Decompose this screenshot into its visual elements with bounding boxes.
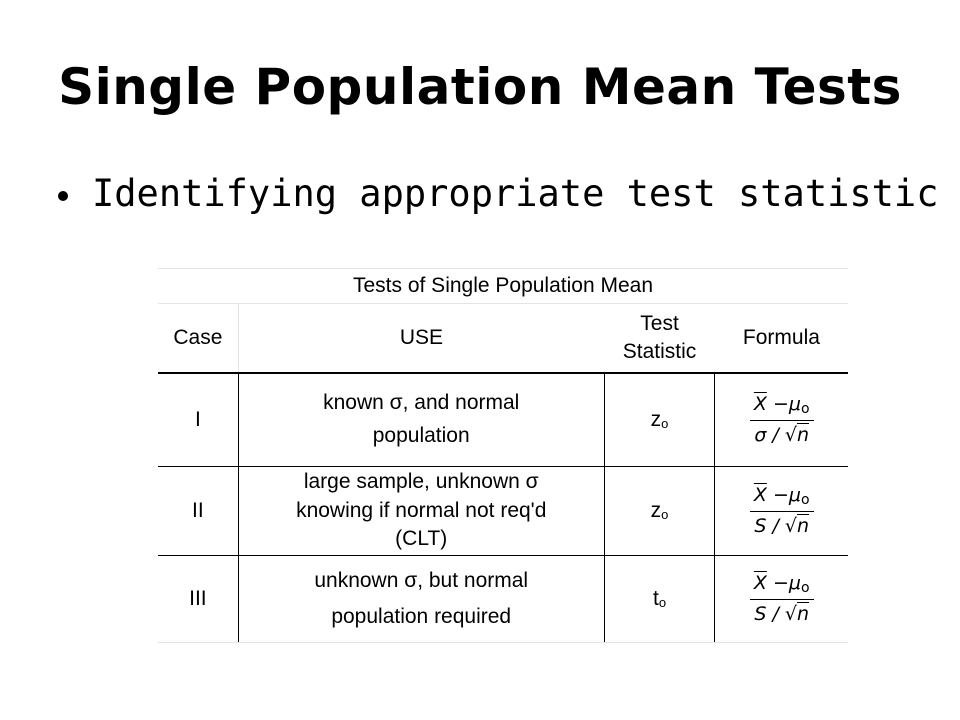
use-line: population required: [331, 605, 512, 628]
header-use: USE: [238, 304, 604, 374]
formula: [750, 393, 814, 446]
formula-cell: [715, 467, 848, 556]
xbar-symbol: $\overline{X}$: [753, 572, 767, 594]
table-row: [158, 556, 848, 643]
table-row: [158, 373, 848, 467]
mu-subscript: o: [800, 401, 810, 417]
statistic-symbol: z: [650, 499, 662, 522]
table-title-row: [158, 269, 848, 304]
table-header-row: [158, 304, 848, 374]
minus-mu: −μ: [772, 393, 801, 415]
formula-numerator: [750, 393, 814, 421]
den-n: n: [796, 424, 810, 446]
xbar-symbol: $\overline{X}$: [753, 393, 767, 415]
statistic-subscript: o: [661, 507, 669, 522]
use-line: (CLT): [395, 527, 448, 551]
use-cell: [238, 467, 604, 556]
statistic-symbol: z: [650, 408, 662, 431]
use-cell: [238, 373, 604, 467]
header-stat-line1: Test: [640, 311, 679, 335]
use-line: population: [372, 424, 470, 447]
tests-table: [158, 268, 848, 643]
formula-cell: [715, 556, 848, 643]
bullet-dot-icon: [58, 191, 68, 201]
use-cell: [238, 556, 604, 643]
formula-numerator: [750, 484, 814, 512]
statistic-cell: [604, 373, 715, 467]
statistic-cell: [604, 556, 715, 643]
formula: [750, 484, 814, 537]
minus-mu: −μ: [772, 484, 801, 506]
header-test-statistic: [604, 304, 715, 374]
header-case: Case: [158, 304, 238, 374]
case-cell: III: [158, 556, 238, 643]
table-row: [158, 467, 848, 556]
statistic-cell: [604, 467, 715, 556]
bullet-text: Identifying appropriate test statistic: [92, 172, 939, 215]
xbar-symbol: $\overline{X}$: [753, 484, 767, 506]
case-cell: I: [158, 373, 238, 467]
formula: [750, 572, 814, 625]
use-line: knowing if normal not req'd: [296, 498, 547, 522]
table-title: Tests of Single Population Mean: [158, 269, 848, 304]
use-line: known σ, and normal: [323, 391, 520, 415]
formula-cell: [715, 373, 848, 467]
den-left: S /: [754, 515, 785, 537]
statistic-symbol: t: [653, 587, 659, 610]
den-n: n: [797, 515, 810, 537]
use-line: large sample, unknown σ: [303, 470, 539, 494]
minus-mu: −μ: [772, 572, 801, 594]
statistic-subscript: o: [661, 416, 669, 431]
formula-denominator: S / √n: [754, 603, 810, 625]
slide-title: Single Population Mean Tests: [58, 58, 902, 116]
header-stat-line2: Statistic: [622, 340, 697, 363]
statistic-subscript: o: [658, 595, 667, 610]
formula-denominator: σ / √n: [754, 424, 810, 446]
den-left: S /: [754, 603, 785, 625]
den-n: n: [797, 603, 810, 625]
mu-subscript: o: [800, 492, 810, 508]
bullet-item: [58, 172, 938, 215]
case-cell: II: [158, 467, 238, 556]
use-line: unknown σ, but normal: [314, 569, 529, 593]
den-left: σ /: [754, 424, 785, 446]
mu-subscript: o: [800, 580, 810, 596]
formula-denominator: S / √n: [754, 515, 810, 537]
formula-numerator: [750, 572, 814, 600]
header-formula: Formula: [715, 304, 848, 374]
